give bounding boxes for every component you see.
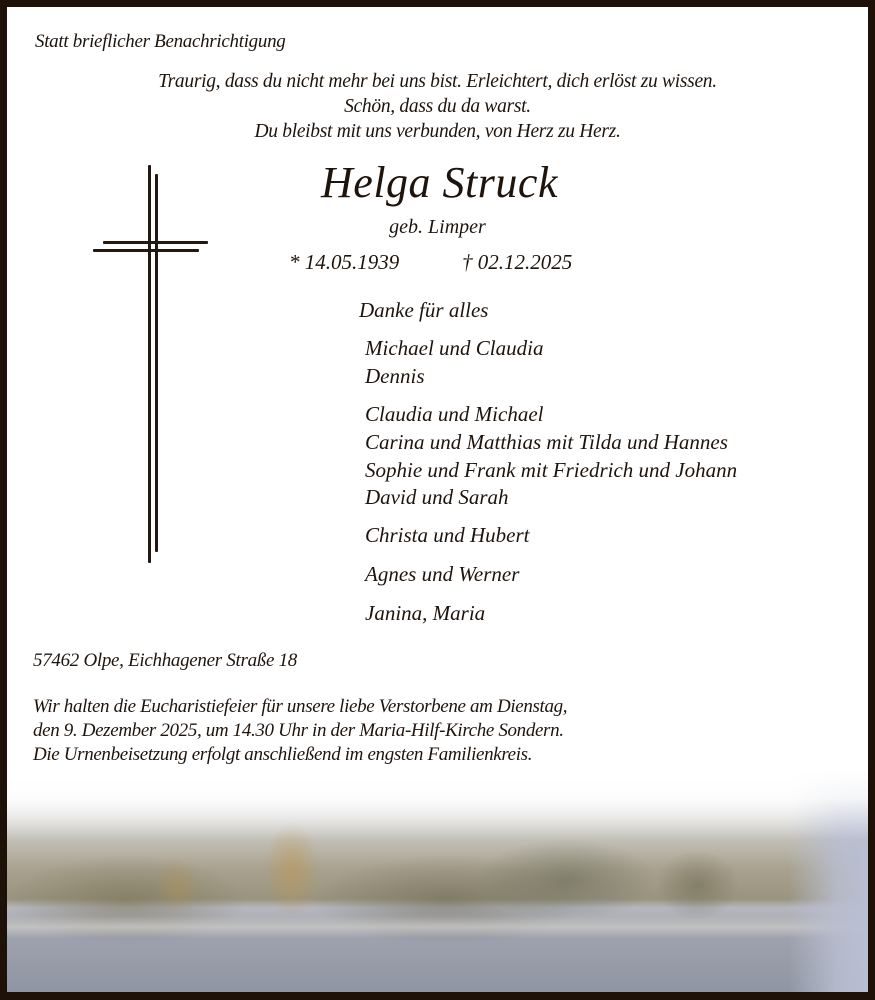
- family-member: Michael und Claudia: [365, 336, 544, 360]
- family-member: Agnes und Werner: [365, 562, 520, 586]
- fog-top: [7, 770, 868, 840]
- poem-line-3: Du bleibst mit uns verbunden, von Herz zu Herz.: [254, 121, 621, 142]
- service-line-1: Wir halten die Eucharistiefeier für unsere liebe Verstorbene am Dienstag,: [33, 696, 568, 717]
- thanks-line: Danke für alles: [359, 298, 489, 322]
- service-line-2: den 9. Dezember 2025, um 14.30 Uhr in der Maria-Hilf-Kirche Sondern.: [33, 720, 564, 741]
- service-line-3: Die Urnenbeisetzung erfolgt anschließend im engsten Familienkreis.: [33, 744, 533, 765]
- maiden-name: geb. Limper: [389, 216, 486, 238]
- family-member: Dennis: [365, 364, 425, 388]
- address: 57462 Olpe, Eichhagener Straße 18: [33, 650, 297, 671]
- family-member: Christa und Hubert: [365, 523, 530, 547]
- family-member: Janina, Maria: [365, 601, 486, 625]
- lake-mist: [7, 916, 868, 938]
- intro-line: Statt brieflicher Benachrichtigung: [35, 31, 286, 52]
- family-member: David und Sarah: [365, 485, 509, 509]
- death-date: † 02.12.2025: [462, 250, 573, 274]
- family-member: Carina und Matthias mit Tilda und Hannes: [365, 430, 728, 454]
- obituary-notice: [7, 7, 868, 992]
- deceased-name: Helga Struck: [321, 158, 558, 207]
- family-member: Claudia und Michael: [365, 402, 544, 426]
- family-member: Sophie und Frank mit Friedrich und Johann: [365, 458, 738, 482]
- poem-line-2: Schön, dass du da warst.: [344, 96, 531, 117]
- misty-lake-forest-photo: [7, 770, 868, 992]
- birth-date: * 14.05.1939: [289, 250, 400, 274]
- poem-line-1: Traurig, dass du nicht mehr bei uns bist. Erleichtert, dich erlöst zu wissen.: [158, 71, 717, 92]
